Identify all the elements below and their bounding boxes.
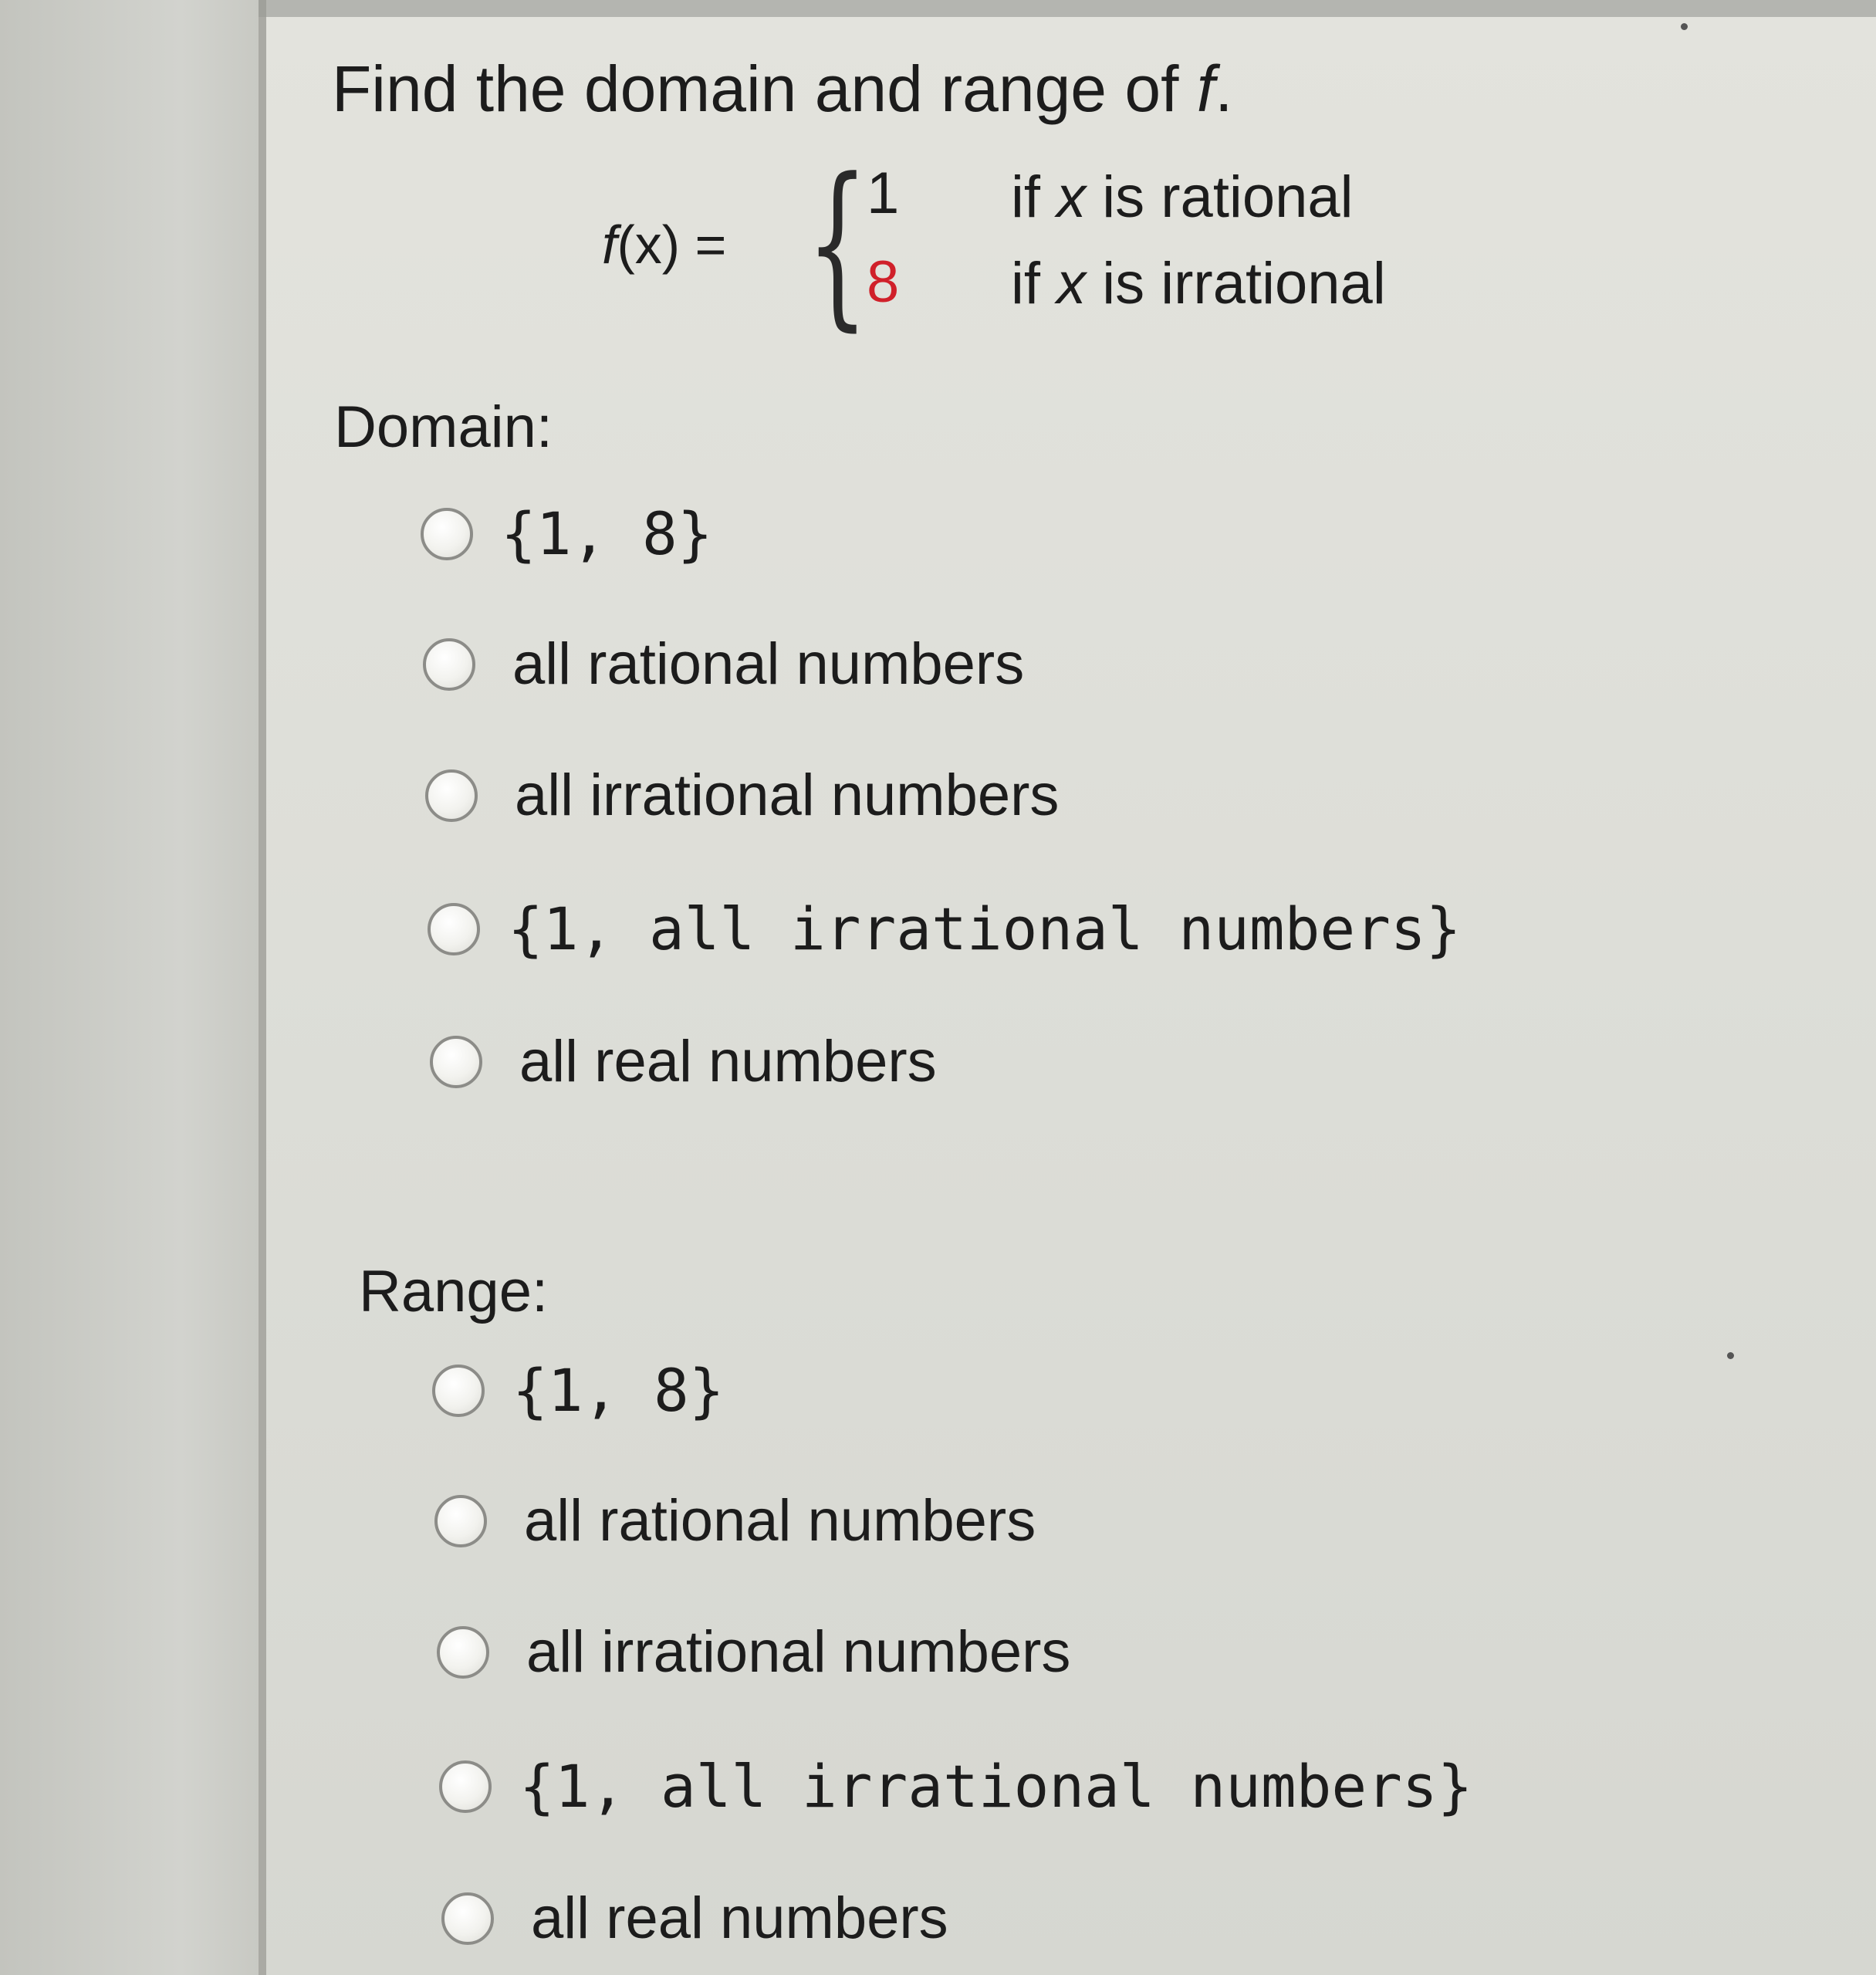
range-label: Range:: [359, 1259, 549, 1324]
question-title: [332, 52, 1232, 127]
title-variable: f: [1196, 52, 1215, 125]
title-text: Find the domain and range of: [332, 52, 1197, 125]
range-option-1-irrational[interactable]: [439, 1752, 1472, 1821]
cond-variable: x: [1056, 251, 1087, 316]
function-symbol: f: [602, 215, 617, 275]
radio-unselected-icon[interactable]: [432, 1365, 485, 1417]
domain-label: Domain:: [334, 394, 553, 460]
option-label: all rational numbers: [512, 631, 1025, 697]
option-label: {1, 8}: [501, 499, 713, 568]
panel-divider: [259, 0, 266, 1975]
function-name: [602, 214, 726, 276]
radio-unselected-icon[interactable]: [421, 508, 473, 560]
case-value-irrational: 8: [867, 249, 900, 315]
range-option-1-8[interactable]: [432, 1356, 725, 1425]
domain-option-1-8[interactable]: [421, 499, 713, 568]
speck-mark: [1681, 23, 1688, 30]
case-value-rational: 1: [867, 161, 900, 226]
top-edge: [0, 0, 1876, 17]
domain-option-real[interactable]: [430, 1028, 937, 1095]
radio-unselected-icon[interactable]: [430, 1036, 482, 1088]
domain-option-1-irrational[interactable]: [428, 894, 1461, 963]
cond-prefix: if: [1011, 251, 1057, 316]
option-label: all real numbers: [531, 1885, 948, 1951]
radio-unselected-icon[interactable]: [434, 1495, 487, 1547]
title-period: .: [1215, 52, 1233, 125]
option-label: all irrational numbers: [515, 763, 1060, 828]
range-option-irrational[interactable]: [437, 1618, 1070, 1686]
range-option-rational[interactable]: [434, 1487, 1036, 1554]
option-label: all irrational numbers: [526, 1619, 1071, 1685]
domain-option-irrational[interactable]: [425, 762, 1059, 829]
range-option-real[interactable]: [441, 1885, 948, 1952]
option-label: {1, 8}: [512, 1356, 725, 1425]
radio-unselected-icon[interactable]: [428, 903, 480, 955]
domain-option-rational[interactable]: [423, 631, 1024, 698]
speck-mark: [1727, 1352, 1734, 1359]
option-label: all rational numbers: [524, 1488, 1036, 1554]
option-label: all real numbers: [519, 1029, 937, 1094]
cond-suffix: is irrational: [1086, 251, 1386, 316]
function-args: (x) =: [617, 215, 727, 275]
radio-unselected-icon[interactable]: [423, 638, 475, 691]
cond-prefix: if: [1011, 164, 1057, 230]
cond-suffix: is rational: [1086, 164, 1354, 230]
left-margin-panel: [0, 0, 259, 1975]
case-condition-rational: [1011, 164, 1354, 231]
option-label: {1, all irrational numbers}: [519, 1752, 1473, 1821]
cond-variable: x: [1056, 164, 1087, 230]
case-condition-irrational: [1011, 250, 1386, 317]
radio-unselected-icon[interactable]: [425, 769, 478, 822]
radio-unselected-icon[interactable]: [437, 1626, 489, 1679]
option-label: {1, all irrational numbers}: [508, 894, 1462, 963]
radio-unselected-icon[interactable]: [441, 1892, 494, 1945]
radio-unselected-icon[interactable]: [439, 1760, 492, 1813]
question-panel: [266, 17, 1876, 1975]
piecewise-brace-icon: {: [806, 141, 869, 347]
